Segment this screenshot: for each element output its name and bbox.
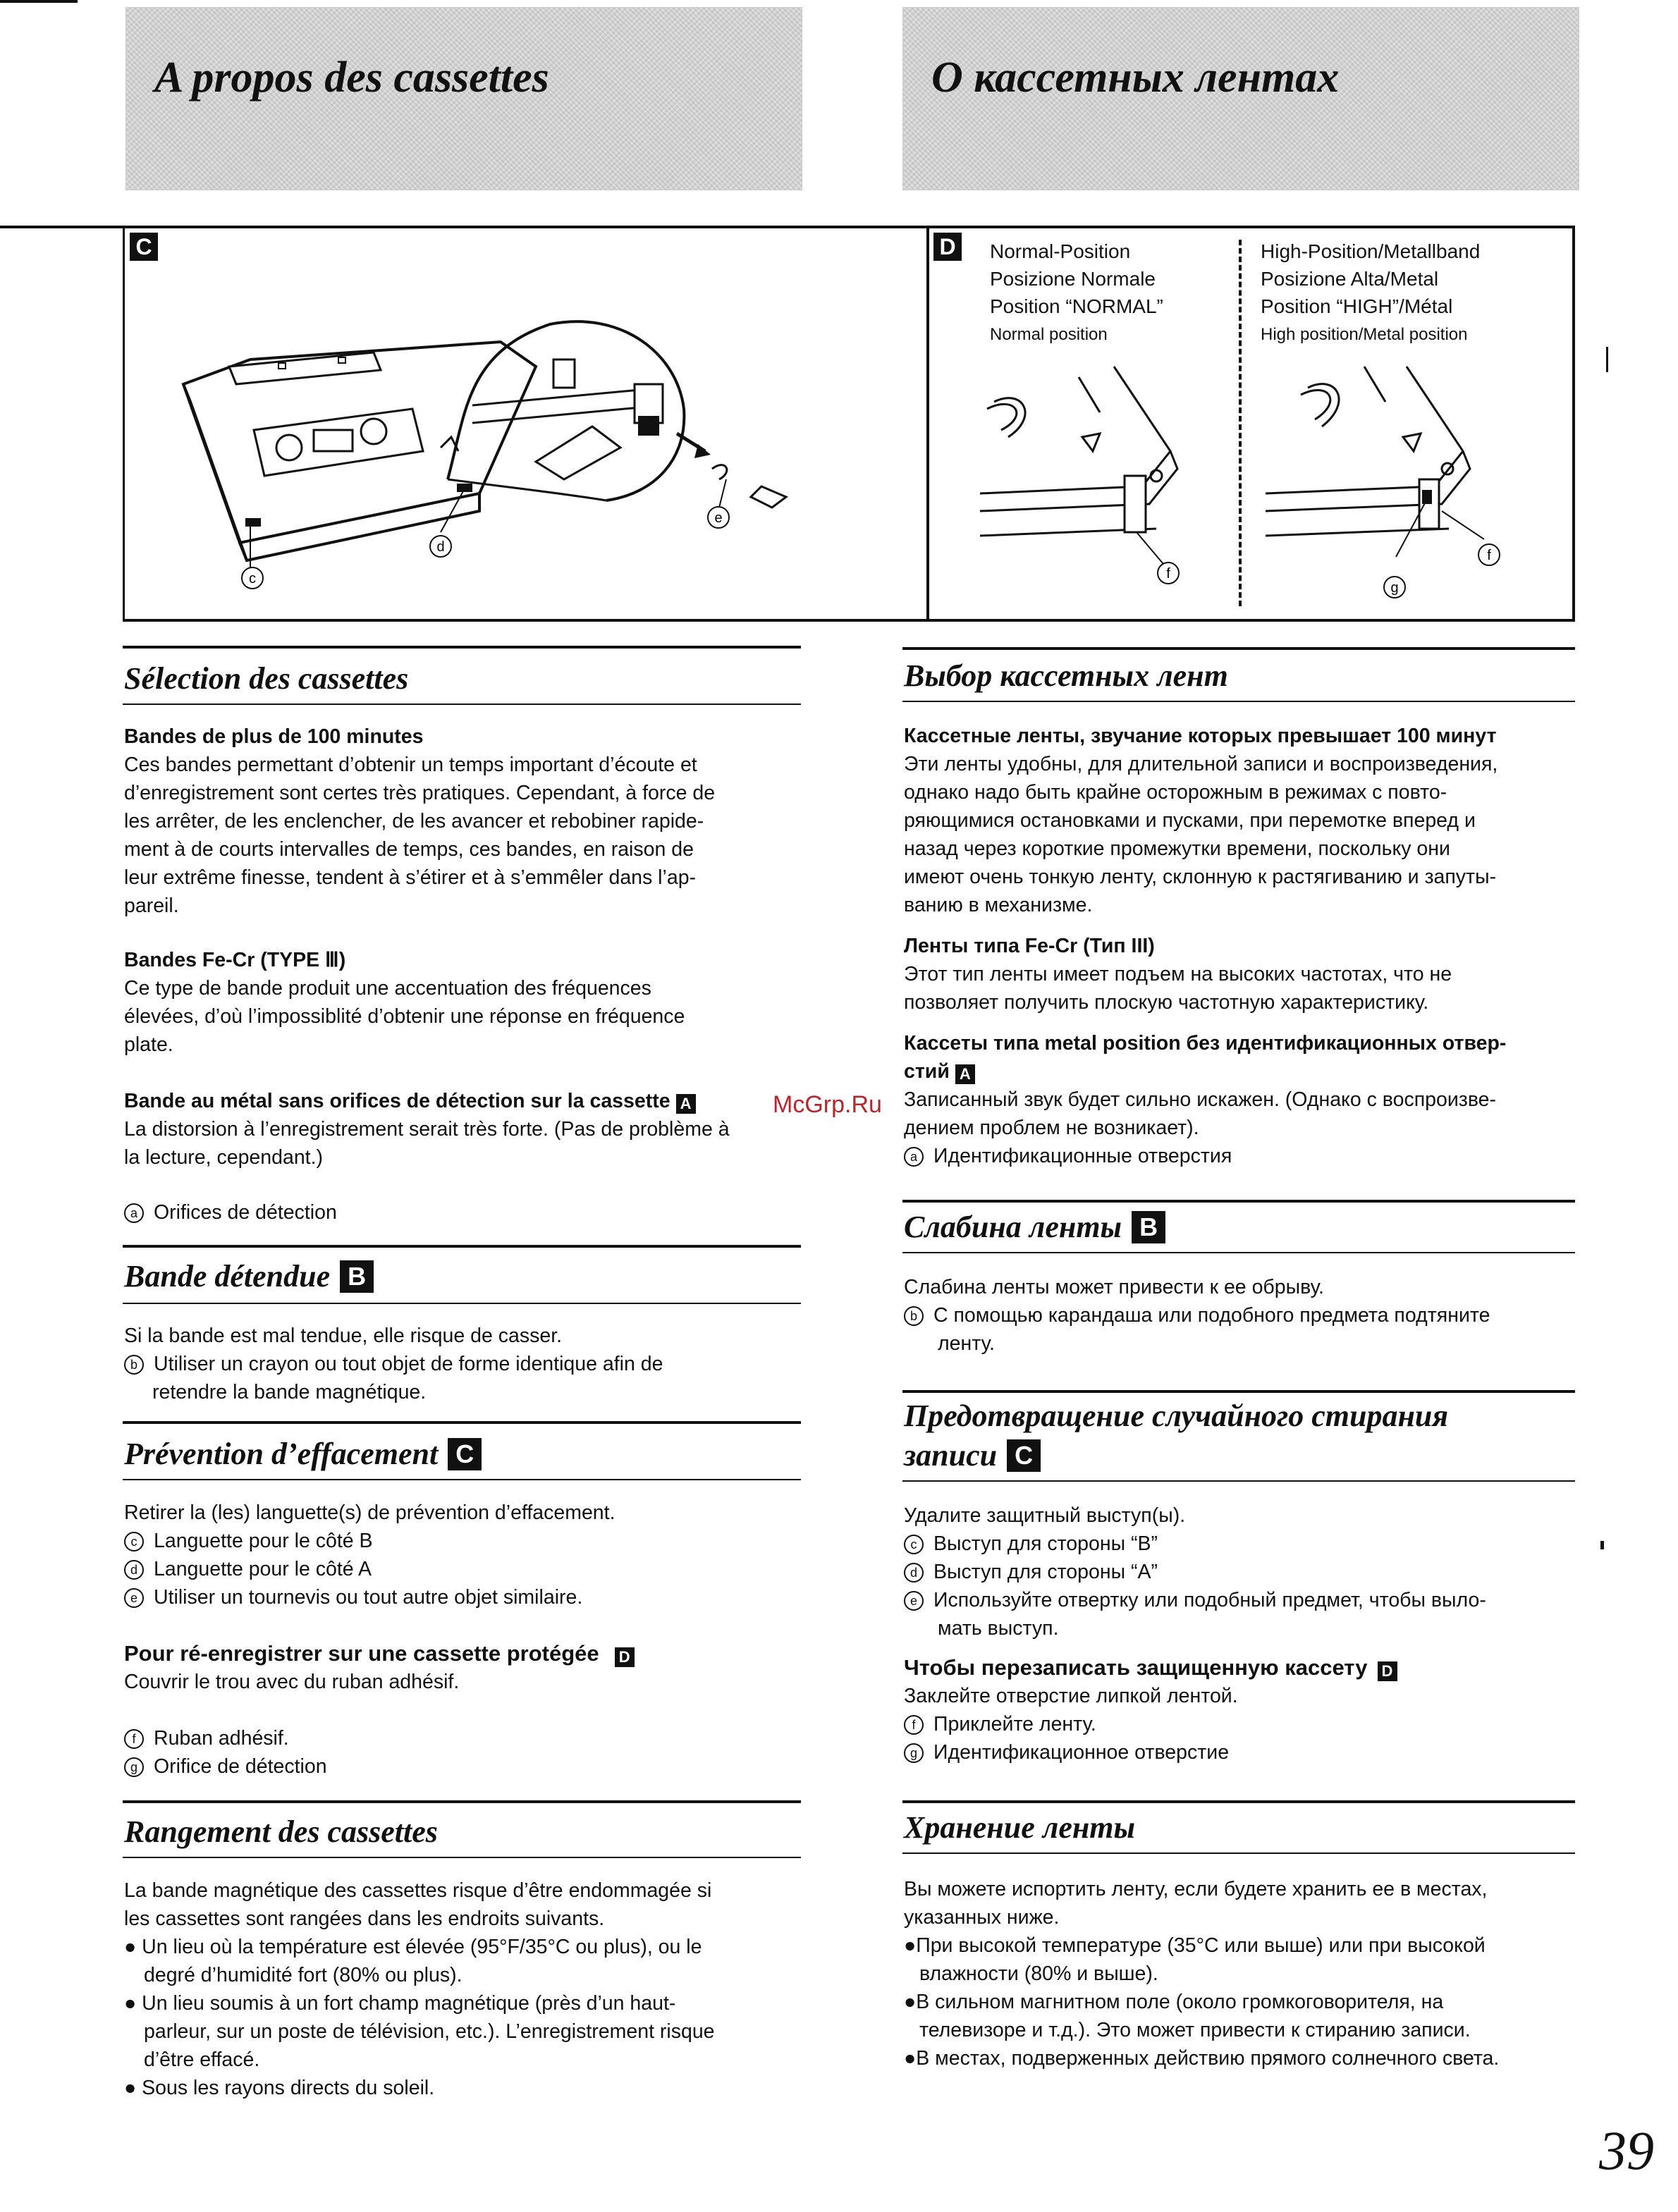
fr-prev-item-f-text: Ruban adhésif. xyxy=(154,1727,289,1750)
ru-p1-l1: Эти ленты удобны, для длительной записи и воспроизведения, xyxy=(904,753,1498,775)
fr-prev-title-text: Prévention d’effacement xyxy=(124,1437,439,1471)
fr-prev-item-g-text: Orifice de détection xyxy=(154,1755,327,1778)
fr-prev-marker-e: e xyxy=(124,1588,144,1608)
ru-storage-b3-l1: ●В местах, подверженных действию прямого солнечного света. xyxy=(904,2047,1500,2070)
fr-storage-b2-text1: Un lieu soumis à un fort champ magnétique (près d’un haut- xyxy=(142,1992,676,2015)
fr-p2-l3: plate. xyxy=(124,1033,173,1056)
ru-storage-p-l2: указанных ниже. xyxy=(904,1906,1060,1929)
ru-prev-marker-d: d xyxy=(904,1563,924,1583)
ru-slack-item-l2: ленту. xyxy=(938,1332,995,1355)
fr-prev-item-d xyxy=(124,1555,372,1583)
ru-selection-rule-bottom xyxy=(902,701,1575,702)
ru-prev-item-c-text: Выступ для стороны “B” xyxy=(933,1532,1158,1555)
ru-prev-item-d-text: Выступ для стороны “A” xyxy=(933,1561,1158,1583)
fr-prev-item-e xyxy=(124,1583,582,1611)
ru-prev-sub-tag: D xyxy=(1378,1661,1397,1681)
ru-sub-metal-l1: Кассеты типа metal position без идентификационных отвер- xyxy=(904,1032,1507,1055)
ru-prev-rule-bottom xyxy=(902,1480,1575,1482)
ru-storage-b2-l1: ●В сильном магнитном поле (около громкоговорителя, на xyxy=(904,1991,1444,2013)
ru-prev-item-d xyxy=(904,1558,1158,1586)
ru-p2-l1: Этот тип ленты имеет подъем на высоких частотах, что не xyxy=(904,963,1452,985)
ru-prev-rule-top xyxy=(902,1390,1575,1393)
fr-sub-100min: Bandes de plus de 100 minutes xyxy=(124,725,424,748)
ru-prev-sub-text: Чтобы перезаписать защищенную кассету xyxy=(904,1655,1368,1680)
ru-slack-item-l1 xyxy=(904,1301,1490,1329)
ru-storage-b2-text1: В сильном магнитном поле (около громкоговорителя, на xyxy=(916,1991,1444,2013)
ru-prev-item-e-text1: Используйте отвертку или подобный предмет, чтобы выло- xyxy=(933,1589,1486,1611)
fr-storage-title: Rangement des cassettes xyxy=(124,1814,438,1849)
fr-selection-title: Sélection des cassettes xyxy=(124,661,409,696)
fr-prev-item-g xyxy=(124,1752,327,1781)
dashed-divider xyxy=(1239,240,1242,606)
ru-p1-l4: назад через короткие промежутки времени, поскольку они xyxy=(904,837,1450,860)
ru-prev-item-f-text: Приклейте ленту. xyxy=(933,1713,1096,1735)
fr-p1-l1: Ces bandes permettant d’obtenir un temps important d’écoute et xyxy=(124,754,697,776)
ru-p3-l1: Записанный звук будет сильно искажен. (Однако с воспроизве- xyxy=(904,1088,1496,1111)
high-label-fr: Position “HIGH”/Métal xyxy=(1261,295,1453,317)
fr-storage-b2-l2: parleur, sur un poste de télévision, etc.). L’enregistrement risque xyxy=(144,2020,715,2043)
svg-text:g: g xyxy=(1390,580,1399,596)
ru-storage-title: Хранение ленты xyxy=(904,1810,1136,1845)
normal-position-illustration xyxy=(973,352,1227,606)
ru-storage-b3-text1: В местах, подверженных действию прямого солнечного света. xyxy=(916,2047,1500,2070)
fr-p2-l1: Ce type de bande produit une accentuation des fréquences xyxy=(124,977,651,1000)
fr-slack-marker: b xyxy=(124,1355,144,1375)
fr-storage-rule-bottom xyxy=(123,1857,801,1858)
fr-prev-marker-c: c xyxy=(124,1532,144,1552)
figure-d-tag: D xyxy=(933,233,962,261)
ru-storage-rule-bottom xyxy=(902,1852,1575,1854)
top-rule-mark xyxy=(0,0,78,3)
fr-slack-item-text1: Utiliser un crayon ou tout objet de forme identique afin de xyxy=(154,1353,663,1375)
watermark-text: McGrp.Ru xyxy=(773,1091,882,1118)
banner-left xyxy=(125,7,802,190)
ru-prev-marker-c: c xyxy=(904,1535,924,1554)
normal-label-it: Posizione Normale xyxy=(990,268,1156,290)
fr-prev-title xyxy=(124,1434,482,1475)
high-position-illustration xyxy=(1258,352,1555,606)
ru-sub-metal-tag: A xyxy=(955,1064,975,1084)
normal-label-en: Normal position xyxy=(990,325,1108,344)
cassette-tab-illustration xyxy=(169,310,804,606)
fr-prev-marker-d: d xyxy=(124,1560,144,1580)
fr-slack-item-l2: retendre la bande magnétique. xyxy=(152,1381,427,1403)
figure-right-border xyxy=(1572,226,1575,622)
ru-sub-metal-text2: стий xyxy=(904,1060,950,1083)
high-label-en: High position/Metal position xyxy=(1261,325,1468,344)
page-number: 39 xyxy=(1599,2120,1654,2181)
ru-storage-b1-text1: При высокой температуре (35°C или выше) или при высокой xyxy=(916,1934,1486,1957)
fr-prev-sub xyxy=(124,1640,635,1668)
svg-text:d: d xyxy=(436,539,445,555)
fr-prev-p: Retirer la (les) languette(s) de prévention d’effacement. xyxy=(124,1501,616,1524)
fr-prev-marker-f: f xyxy=(124,1729,144,1749)
fr-prev-tag: C xyxy=(448,1438,482,1470)
figure-c-tag: C xyxy=(130,233,158,261)
fr-storage-p-l2: les cassettes sont rangées dans les endroits suivants. xyxy=(124,1907,605,1930)
ru-p2-l2: позволяет получить плоскую частотную характеристику. xyxy=(904,991,1429,1014)
fr-prev-item-c-text: Languette pour le côté B xyxy=(154,1530,373,1552)
ru-prev-item-f xyxy=(904,1710,1096,1738)
high-label-de: High-Position/Metallband xyxy=(1261,240,1481,262)
fr-p3-l2: la lecture, cependant.) xyxy=(124,1146,324,1169)
ru-prev-marker-f: f xyxy=(904,1715,924,1735)
ru-prev-tag: C xyxy=(1007,1439,1041,1472)
ru-selection-title: Выбор кассетных лент xyxy=(904,658,1228,693)
fr-prev-item-e-text: Utiliser un tournevis ou tout autre objet similaire. xyxy=(154,1586,583,1609)
ru-prev-p: Удалите защитный выступ(ы). xyxy=(904,1504,1186,1527)
ru-note xyxy=(904,1142,1232,1170)
ru-prev-sub xyxy=(904,1654,1397,1682)
fr-storage-b1-l2: degré d’humidité fort (80% ou plus). xyxy=(144,1964,463,1986)
fr-prev-sub-p: Couvrir le trou avec du ruban adhésif. xyxy=(124,1671,460,1693)
fr-slack-rule-bottom xyxy=(123,1303,801,1304)
fr-storage-rule-top xyxy=(123,1800,801,1803)
ru-sub-fecr: Ленты типа Fe-Cr (Тип III) xyxy=(904,935,1155,957)
svg-text:f: f xyxy=(1166,566,1170,582)
fr-storage-b3-text1: Sous les rayons directs du soleil. xyxy=(142,2077,435,2099)
fr-p1-l5: leur extrême finesse, tendent à s’étirer et à s’emmêler dans l’ap- xyxy=(124,866,697,889)
fr-storage-b2-l3: d’être effacé. xyxy=(144,2048,260,2071)
fr-selection-rule-bottom xyxy=(123,703,801,705)
fr-selection-rule-top xyxy=(123,646,801,649)
fr-storage-b3-l1: ● Sous les rayons directs du soleil. xyxy=(124,2077,435,2099)
fr-sub-metal-tag: A xyxy=(676,1094,696,1114)
fr-p1-l3: les arrêter, de les enclencher, de les avancer et rebobiner rapide- xyxy=(124,810,704,832)
fr-slack-rule-top xyxy=(123,1245,801,1248)
fr-note-orifices xyxy=(124,1198,337,1227)
ru-prev-item-g xyxy=(904,1738,1229,1766)
fr-p3-l1: La distorsion à l’enregistrement serait très forte. (Pas de problème à xyxy=(124,1118,730,1141)
high-label-it: Posizione Alta/Metal xyxy=(1261,268,1439,290)
ru-prev-sub-p: Заклейте отверстие липкой лентой. xyxy=(904,1685,1238,1707)
fr-prev-item-c xyxy=(124,1527,373,1555)
fr-note-marker: a xyxy=(124,1203,144,1223)
svg-text:f: f xyxy=(1487,548,1491,563)
fr-p1-l6: pareil. xyxy=(124,895,179,917)
banner-right xyxy=(902,7,1579,190)
ru-storage-b2-l2: телевизоре и т.д.). Это может привести к стиранию записи. xyxy=(919,2019,1471,2041)
ru-sub-metal-l2 xyxy=(904,1057,975,1086)
ru-slack-rule-bottom xyxy=(902,1252,1575,1253)
svg-text:c: c xyxy=(249,571,256,586)
fr-slack-tag: B xyxy=(340,1260,374,1293)
ru-slack-rule-top xyxy=(902,1200,1575,1203)
ru-storage-b1-l2: влажности (80% и выше). xyxy=(919,1962,1158,1985)
fr-p2-l2: élevées, d’où l’impossiblité d’obtenir une réponse en fréquence xyxy=(124,1005,685,1028)
ru-p3-l2: дением проблем не возникает). xyxy=(904,1117,1199,1139)
ru-prev-title-text2: записи xyxy=(904,1438,998,1473)
fr-storage-b1-l1: ● Un lieu où la température est élevée (95°F/35°C ou plus), ou le xyxy=(124,1936,702,1958)
fr-slack-title-text: Bande détendue xyxy=(124,1259,331,1294)
ru-note-marker: a xyxy=(904,1147,924,1167)
fr-prev-item-f xyxy=(124,1724,289,1752)
ru-prev-title-l2 xyxy=(904,1435,1041,1476)
ru-storage-b1-l1: ●При высокой температуре (35°C или выше) или при высокой xyxy=(904,1934,1486,1957)
ru-p1-l6: ванию в механизме. xyxy=(904,894,1093,916)
banner-right-title: О кассетных лентах xyxy=(931,54,1340,102)
ru-prev-item-e-l2: мать выступ. xyxy=(938,1617,1059,1640)
ru-slack-item-text1: С помощью карандаша или подобного предмета подтяните xyxy=(933,1304,1490,1327)
ru-p1-l3: ряющимися остановками и пусками, при перемотке вперед и xyxy=(904,809,1476,832)
ru-storage-p-l1: Вы можете испортить ленту, если будете хранить ее в местах, xyxy=(904,1878,1488,1900)
banner-left-title: A propos des cassettes xyxy=(154,54,549,102)
ru-p1-l2: однако надо быть крайне осторожным в режимах с повто- xyxy=(904,781,1447,804)
fr-sub-fecr: Bandes Fe-Cr (TYPE Ⅲ) xyxy=(124,949,346,971)
fr-prev-item-d-text: Languette pour le côté A xyxy=(154,1558,372,1580)
fr-prev-rule-bottom xyxy=(123,1479,801,1480)
fr-prev-sub-tag: D xyxy=(615,1647,635,1667)
ru-selection-rule-top xyxy=(902,647,1575,650)
normal-label-fr: Position “NORMAL” xyxy=(990,295,1163,317)
ru-slack-title-text: Слабина ленты xyxy=(904,1210,1122,1244)
ru-prev-marker-g: g xyxy=(904,1743,924,1763)
fr-p1-l4: ment à de courts intervalles de temps, ces bandes, en raison de xyxy=(124,838,694,861)
figure-top-rule xyxy=(0,226,1575,228)
ru-prev-title-l1: Предотвращение случайного стирания xyxy=(904,1399,1449,1433)
fr-slack-item-l1 xyxy=(124,1350,663,1378)
ru-note-text: Идентификационные отверстия xyxy=(933,1145,1232,1167)
ru-prev-item-g-text: Идентификационное отверстие xyxy=(933,1741,1230,1764)
ru-prev-item-e xyxy=(904,1586,1486,1614)
ru-slack-tag: B xyxy=(1132,1211,1165,1243)
fr-slack-title xyxy=(124,1256,374,1297)
fr-note-text: Orifices de détection xyxy=(154,1201,337,1224)
ru-p1-l5: имеют очень тонкую ленту, склонную к растягиванию и запуты- xyxy=(904,866,1497,888)
figure-left-border xyxy=(123,226,125,622)
svg-text:e: e xyxy=(714,510,723,526)
normal-label-de: Normal-Position xyxy=(990,240,1131,262)
figure-bottom-rule xyxy=(123,619,1575,622)
fr-sub-metal-text: Bande au métal sans orifices de détection sur la cassette xyxy=(124,1090,670,1112)
ru-prev-marker-e: e xyxy=(904,1591,924,1611)
fr-storage-b2-l1: ● Un lieu soumis à un fort champ magnétique (près d’un haut- xyxy=(124,1992,676,2015)
margin-mark-right xyxy=(1606,347,1608,372)
figure-divider xyxy=(926,226,929,622)
margin-dot-right xyxy=(1600,1541,1604,1549)
fr-prev-sub-text: Pour ré-enregistrer sur une cassette protégée xyxy=(124,1641,599,1666)
fr-sub-metal xyxy=(124,1087,696,1115)
ru-slack-marker: b xyxy=(904,1306,924,1326)
fr-slack-p: Si la bande est mal tendue, elle risque de casser. xyxy=(124,1325,563,1347)
ru-sub-100min: Кассетные ленты, звучание которых превышает 100 минут xyxy=(904,725,1497,747)
fr-storage-b1-text1: Un lieu où la température est élevée (95°F/35°C ou plus), ou le xyxy=(142,1936,702,1958)
ru-prev-item-c xyxy=(904,1530,1158,1558)
fr-prev-rule-top xyxy=(123,1421,801,1424)
fr-storage-p-l1: La bande magnétique des cassettes risque d’être endommagée si xyxy=(124,1879,712,1902)
fr-prev-marker-g: g xyxy=(124,1757,144,1777)
ru-slack-p: Слабина ленты может привести к ее обрыву. xyxy=(904,1276,1324,1298)
ru-slack-title xyxy=(904,1207,1165,1248)
ru-storage-rule-top xyxy=(902,1800,1575,1803)
fr-p1-l2: d’enregistrement sont certes très pratiques. Cependant, à force de xyxy=(124,782,716,804)
